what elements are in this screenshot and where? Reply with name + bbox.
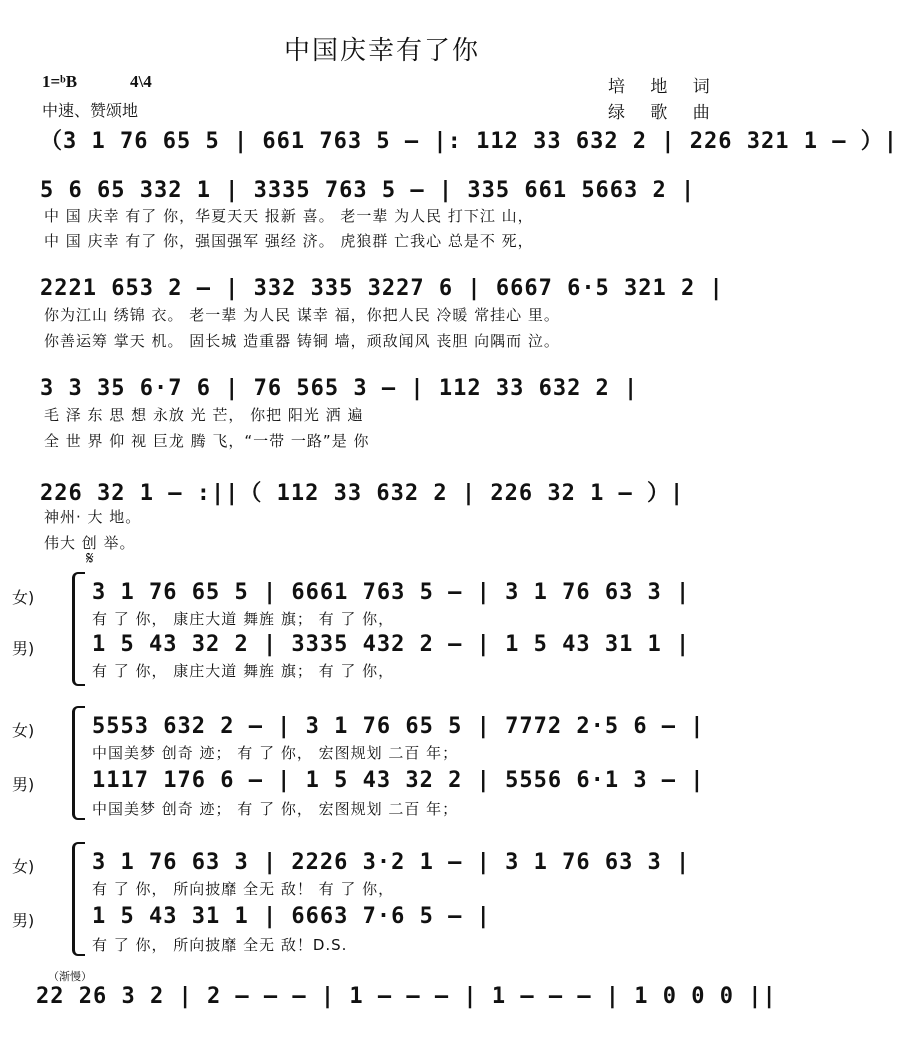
chorus-3-female-lyric: 有 了 你， 所向披靡 全无 敌！ 有 了 你， bbox=[92, 880, 395, 898]
system-bracket-1 bbox=[72, 572, 85, 686]
chorus-1-male-lyric: 有 了 你， 康庄大道 舞旌 旗； 有 了 你， bbox=[92, 662, 395, 680]
verse-row-3-lyric-2: 全 世 界 仰 视 巨龙 腾 飞，“一带 一路”是 你 bbox=[44, 432, 370, 450]
chorus-2-female-lyric: 中国美梦 创奇 迹； 有 了 你， 宏图规划 二百 年； bbox=[92, 744, 459, 762]
chorus-1-male-notes: 1 5 43 32 2 | 3335 432 2 – | 1 5 43 31 1 | bbox=[92, 632, 691, 657]
chorus-2-female-notes: 5553 632 2 – | 3 1 76 65 5 | 7772 2·5 6 – | bbox=[92, 714, 705, 739]
segno-sign: 𝄋 bbox=[86, 548, 94, 569]
verse-row-2-lyric-2: 你善运筹 掌天 机。 固长城 造重器 铸铜 墙，顽敌闻风 丧胆 向隅而 泣。 bbox=[44, 332, 560, 350]
system-bracket-3 bbox=[72, 842, 85, 956]
chorus-2-male-lyric: 中国美梦 创奇 迹； 有 了 你， 宏图规划 二百 年； bbox=[92, 800, 459, 818]
intro-notes: （3 1 76 65 5 | 661 763 5 – |: 112 33 632 2 | 226 321 1 – ）| bbox=[40, 129, 898, 154]
verse-row-1-lyric-1: 中 国 庆幸 有了 你，华夏天天 报新 喜。 老一辈 为人民 打下江 山， bbox=[44, 207, 534, 225]
chorus-3-female-notes: 3 1 76 63 3 | 2226 3·2 1 – | 3 1 76 63 3 | bbox=[92, 850, 691, 875]
key-signature: 1=ᵇB bbox=[42, 72, 78, 91]
composer-credit: 绿 歌 曲 bbox=[608, 103, 720, 123]
male-part-label: 男) bbox=[12, 911, 35, 930]
male-part-label: 男) bbox=[12, 775, 35, 794]
time-signature: 4\4 bbox=[130, 72, 152, 91]
female-part-label: 女) bbox=[12, 588, 35, 607]
lyricist-credit: 培 地 词 bbox=[608, 77, 720, 97]
verse-row-4-notes: 226 32 1 – :||（ 112 33 632 2 | 226 32 1 – ）| bbox=[40, 481, 685, 506]
verse-row-4-lyric-1: 神州· 大 地。 bbox=[44, 508, 142, 526]
chorus-1-female-notes: 3 1 76 65 5 | 6661 763 5 – | 3 1 76 63 3 | bbox=[92, 580, 691, 605]
verse-row-1-notes: 5 6 65 332 1 | 3335 763 5 – | 335 661 5663 2 | bbox=[40, 178, 696, 203]
song-title: 中国庆幸有了你 bbox=[283, 36, 480, 66]
verse-row-1-lyric-2: 中 国 庆幸 有了 你，强国强军 强经 济。 虎狼群 亡我心 总是不 死， bbox=[44, 232, 534, 250]
male-part-label: 男) bbox=[12, 639, 35, 658]
verse-row-3-lyric-1: 毛 泽 东 思 想 永放 光 芒， 你把 阳光 洒 遍 bbox=[44, 406, 364, 424]
verse-row-2-lyric-1: 你为江山 绣锦 衣。 老一辈 为人民 谋幸 福，你把人民 冷暖 常挂心 里。 bbox=[44, 306, 560, 324]
female-part-label: 女) bbox=[12, 721, 35, 740]
female-part-label: 女) bbox=[12, 857, 35, 876]
ritardando-marking: （渐慢） bbox=[48, 970, 92, 983]
system-bracket-2 bbox=[72, 706, 85, 820]
verse-row-3-notes: 3 3 35 6·7 6 | 76 565 3 – | 112 33 632 2 | bbox=[40, 376, 639, 401]
verse-row-2-notes: 2221 653 2 – | 332 335 3227 6 | 6667 6·5 321 2 | bbox=[40, 276, 724, 301]
tempo-marking: 中速、赞颂地 bbox=[42, 101, 139, 120]
chorus-2-male-notes: 1117 176 6 – | 1 5 43 32 2 | 5556 6·1 3 – | bbox=[92, 768, 705, 793]
chorus-3-male-lyric: 有 了 你， 所向披靡 全无 敌！D.S. bbox=[92, 936, 348, 954]
chorus-1-female-lyric: 有 了 你， 康庄大道 舞旌 旗； 有 了 你， bbox=[92, 610, 395, 628]
verse-row-4-lyric-2: 伟大 创 举。 bbox=[44, 534, 136, 552]
chorus-3-male-notes: 1 5 43 31 1 | 6663 7·6 5 – | bbox=[92, 904, 491, 929]
ending-notes: 22 26 3 2 | 2 – – – | 1 – – – | 1 – – – | 1 0 0 0 || bbox=[36, 984, 777, 1009]
